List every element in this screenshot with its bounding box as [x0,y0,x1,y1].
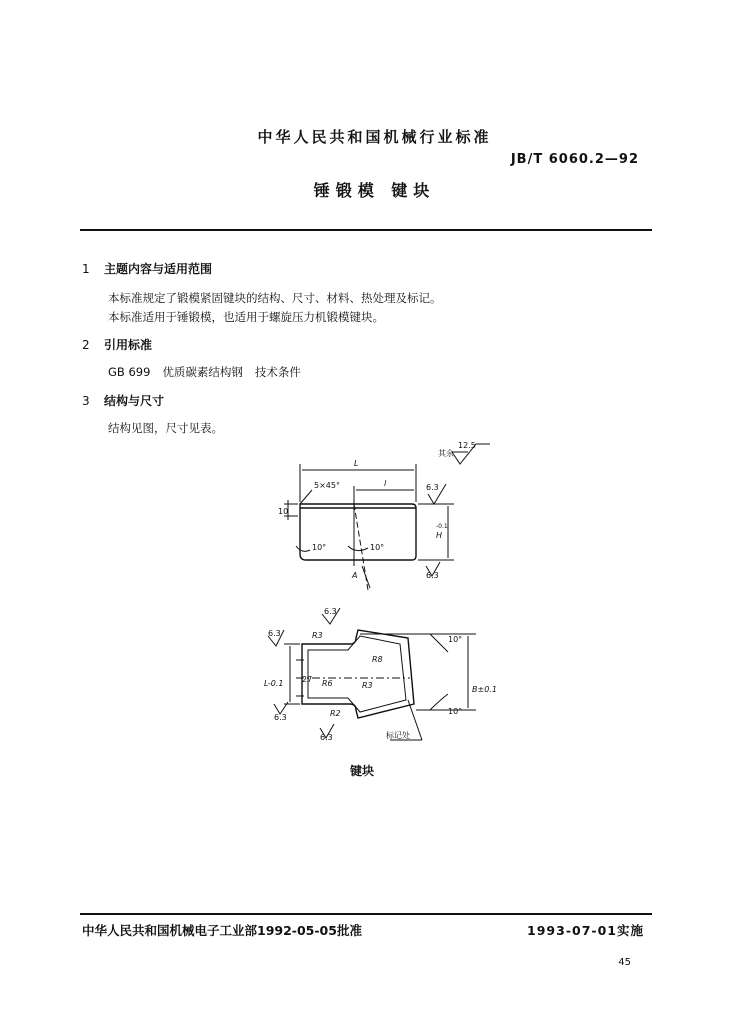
roughness-fine-profile-bottom: 6.3 [274,713,287,722]
header-rule [80,229,652,231]
section-1-heading [82,260,212,277]
dimension-l: l [384,479,387,488]
radius-R3-middle: R3 [362,681,373,690]
footer-rule [80,913,652,915]
roughness-fine-profile-left: 6.3 [268,629,281,638]
section-3-paragraph-1: 结构见图，尺寸见表。 [108,421,223,435]
section-title: 主题内容与适用范围 [104,262,213,276]
roughness-main-value: 12.5 [458,441,476,450]
figure-caption: 键块 [350,764,375,778]
angle-bottom-right: 10° [448,707,463,716]
radius-R6: R6 [322,679,333,688]
standard-number: JB/T 6060.2—92 [510,152,639,167]
roughness-fine-bottom: 6.3 [426,571,439,580]
effective-date: 1993-07-01实施 [527,923,644,938]
section-number: 3 [82,394,90,408]
angle-left: 10° [312,543,327,552]
approval-note: 中华人民共和国机械电子工业部1992-05-05批准 [82,923,362,938]
dimension-B: B±0.1 [472,685,497,694]
section-1-paragraph-1: 本标准规定了锻模紧固键块的结构、尺寸、材料、热处理及标记。 [108,291,442,305]
reference-standard [108,364,313,380]
dimension-H: H [436,531,443,540]
issuing-standard-title: 中华人民共和国机械行业标准 [257,128,492,146]
other-roughness-label: 其余 [438,449,454,458]
mark-location-label: 标记处 [386,731,410,740]
angle-right: 10° [370,543,385,552]
radius-R3-top: R3 [312,631,323,640]
dimension-10: 10 [278,507,289,516]
section-1-paragraph-2: 本标准适用于锤锻模，也适用于螺旋压力机锻模键块。 [108,310,384,324]
dimension-H-tolerance: -0.1 [436,523,448,530]
dimension-L-tolerance: L-0.1 [264,679,284,688]
document-title: 锤锻模 键块 [313,181,436,200]
section-2-heading [82,336,152,353]
section-A-label: A [352,571,358,580]
section-3-heading [82,392,164,409]
section-number: 1 [82,262,90,276]
radius-R2: R2 [330,709,341,718]
reference-name: 优质碳素结构钢 [162,365,243,379]
roughness-fine-top: 6.3 [426,483,439,492]
radius-R8: R8 [372,655,383,664]
reference-code: GB 699 [108,365,151,379]
section-number: 2 [82,338,90,352]
dimension-27: 27 [302,675,313,684]
section-title: 引用标准 [104,338,153,352]
section-title: 结构与尺寸 [104,394,165,408]
page-number: 45 [618,957,631,968]
roughness-fine-profile-top: 6.3 [324,607,337,616]
dimension-L: L [354,459,359,468]
chamfer-label: 5×45° [314,481,340,490]
angle-top-right: 10° [448,635,463,644]
key-block-drawing [240,438,500,758]
reference-suffix: 技术条件 [254,365,301,379]
roughness-fine-profile-lower: 6.3 [320,733,333,742]
